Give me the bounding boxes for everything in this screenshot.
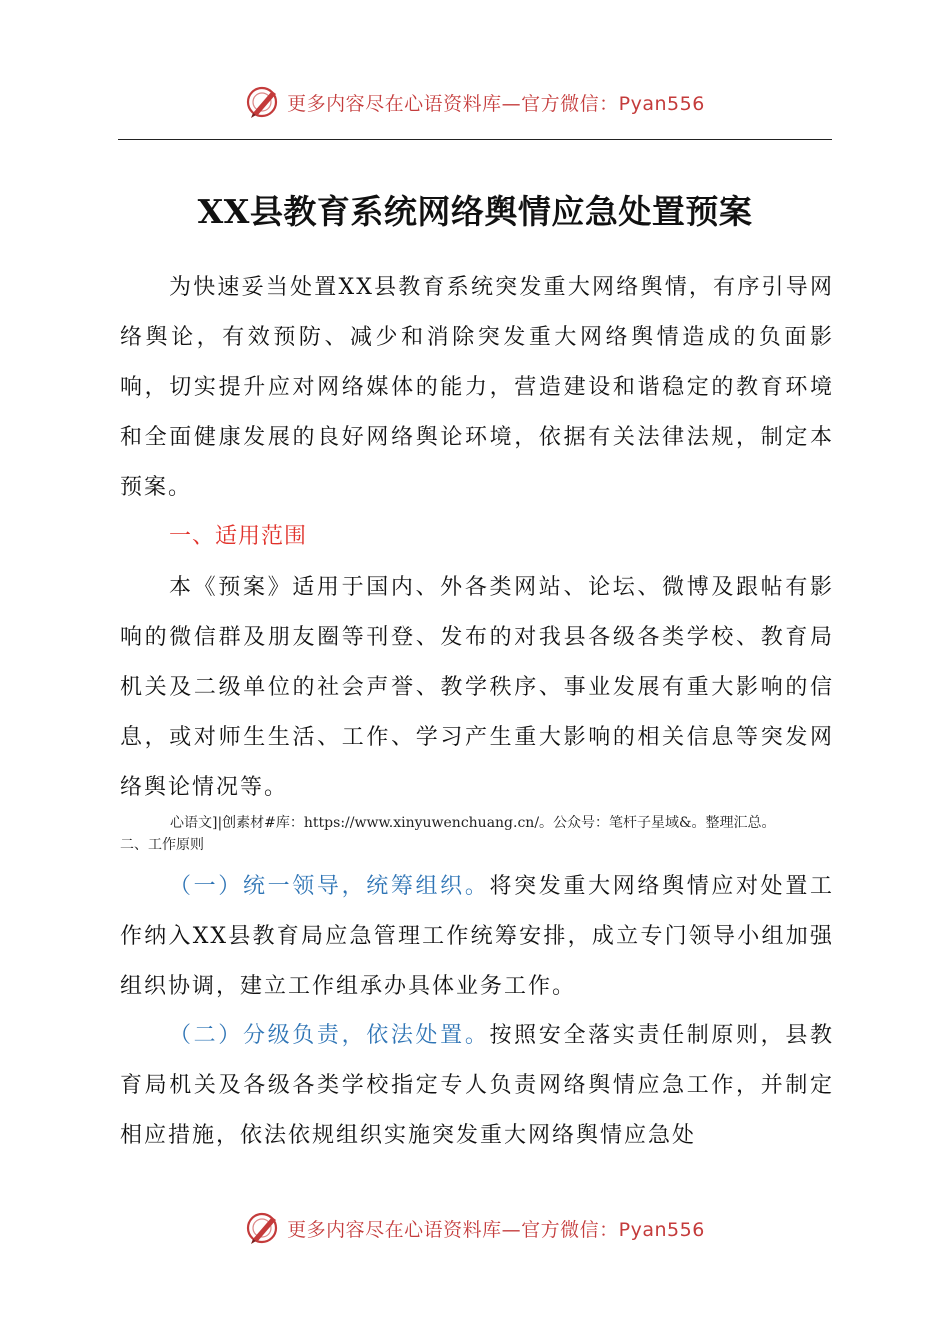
principle-paragraph-1 <box>120 862 834 1012</box>
principle-2-body: 按照安全落实责任制原则，县教育局机关及各级各类学校指定专人负责网络舆情应急工作，并制定相应措施，依法依规组织实施突发重大网络舆情应急处 <box>120 1023 834 1148</box>
footer-banner <box>0 1206 950 1250</box>
header-divider <box>118 139 832 140</box>
intro-paragraph: 为快速妥当处置XX县教育系统突发重大网络舆情，有序引导网络舆论，有效预防、减少和消除突发重大网络舆情造成的负面影响，切实提升应对网络媒体的能力，营造建设和谐稳定的教育环境和全面健康发展的良好网络舆论环境，依据有关法律法规，制定本预案。 <box>120 275 834 500</box>
header-banner <box>0 80 950 124</box>
banner-text: 更多内容尽在心语资料库—官方微信：Pyan556 <box>287 92 705 115</box>
scope-paragraph: 本《预案》适用于国内、外各类网站、论坛、微博及跟帖有影响的微信群及朋友圈等刊登、发布的对我县各级各类学校、教育局机关及二级单位的社会声誉、教学秩序、事业发展有重大影响的信息，或对师生生活、工作、学习产生重大影响的相关信息等突发网络舆论情况等。 <box>120 575 834 800</box>
section-heading-scope: 一、适用范围 <box>169 524 308 549</box>
principle-paragraph-2 <box>120 1011 834 1161</box>
pen-logo-icon <box>245 84 281 120</box>
section-heading-principles: 二、工作原则 <box>120 837 204 853</box>
banner-text: 更多内容尽在心语资料库—官方微信：Pyan556 <box>287 1218 705 1241</box>
source-note: 心语文]|创素材#库：https://www.xinyuwenchuang.cn/。公众号：笔杆子星域&。整理汇总。 <box>170 815 776 831</box>
principle-1-body: 将突发重大网络舆情应对处置工作纳入XX县教育局应急管理工作统筹安排，成立专门领导小组加强组织协调，建立工作组承办具体业务工作。 <box>120 874 834 999</box>
principle-1-title: （一）统一领导，统筹组织。 <box>169 874 490 899</box>
principle-2-title: （二）分级负责，依法处置。 <box>169 1023 490 1048</box>
document-title: XX县教育系统网络舆情应急处置预案 <box>197 192 753 231</box>
pen-logo-icon <box>245 1210 281 1246</box>
